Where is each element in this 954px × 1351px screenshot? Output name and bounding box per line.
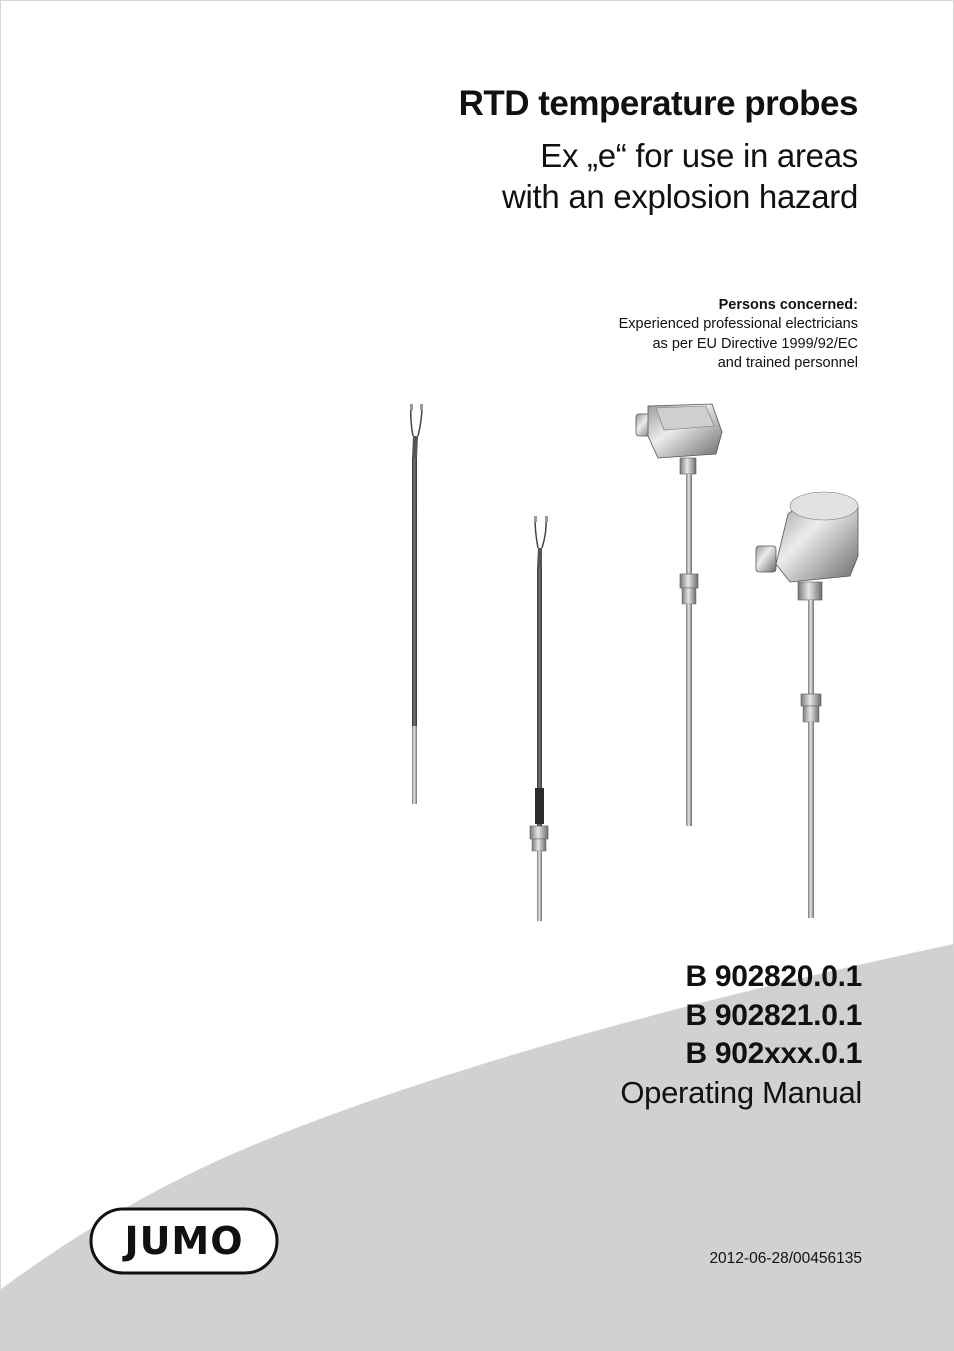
document-date-number: 2012-06-28/00456135 (709, 1250, 862, 1267)
document-code: B 902821.0.1 (685, 998, 862, 1032)
persons-concerned-line: Experienced professional electricians (618, 316, 858, 333)
subtitle-line-1: Ex „e“ for use in areas (540, 137, 858, 174)
subtitle-line-2: with an explosion hazard (501, 178, 858, 215)
document-subtitle (502, 135, 858, 217)
document-code: B 902820.0.1 (685, 960, 862, 993)
persons-concerned-line: as per EU Directive 1999/92/EC (652, 335, 858, 352)
document-codes (685, 958, 862, 1074)
cable-probe-2 (530, 516, 548, 921)
logo-text: JUMO (124, 1219, 244, 1263)
cable-probe-1 (410, 404, 423, 804)
document-code: B 902xxx.0.1 (685, 1037, 862, 1070)
head-probe-3 (636, 404, 722, 826)
persons-concerned-block (619, 296, 858, 373)
rtd-probes-illustration (380, 396, 880, 931)
head-probe-4 (756, 492, 858, 918)
document-title: RTD temperature probes (458, 84, 858, 123)
operating-manual-label: Operating Manual (620, 1075, 862, 1110)
persons-concerned-heading: Persons concerned: (718, 297, 858, 313)
jumo-logo (88, 1206, 280, 1276)
persons-concerned-line: and trained personnel (717, 354, 858, 371)
